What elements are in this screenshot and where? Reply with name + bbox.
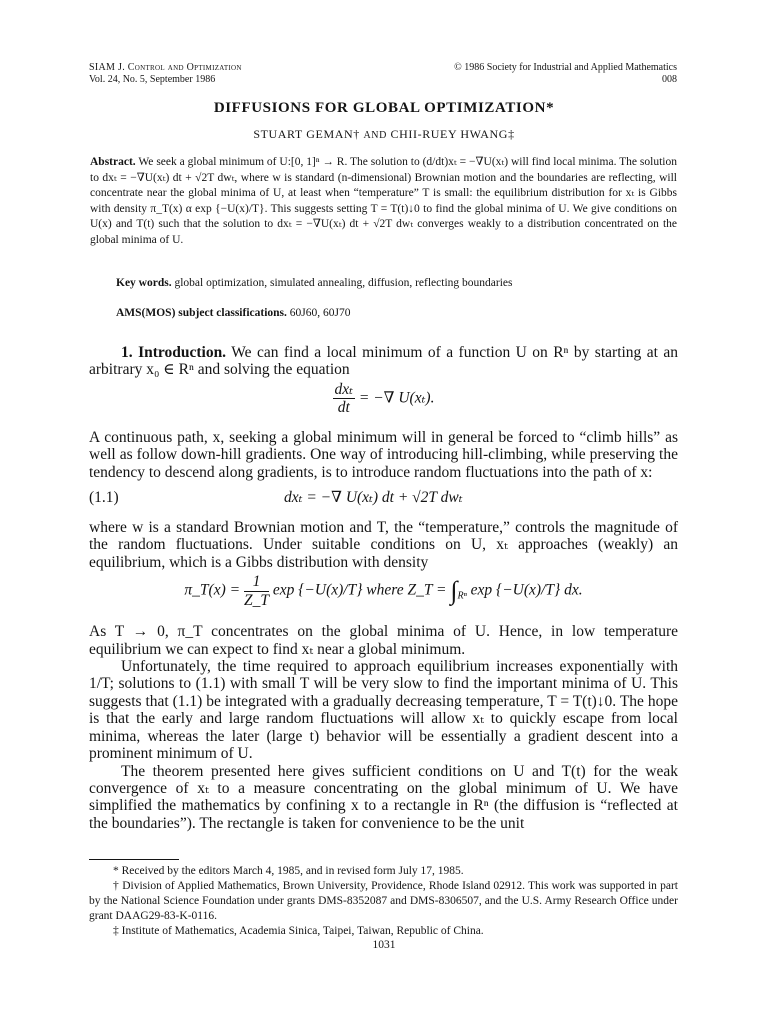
equation-gradient-flow xyxy=(89,381,678,427)
eq2-numerator: 1 xyxy=(244,573,269,591)
intro-text-1: We can find a local minimum of a function U on Rⁿ by starting at an arbitrary x₀ ∈ Rⁿ and solving the equation xyxy=(89,344,678,379)
ams-label: AMS(MOS) subject classifications. xyxy=(116,307,287,319)
eq1-fraction xyxy=(333,381,355,417)
running-header-right xyxy=(454,62,677,86)
eq1-rhs: = −∇ U(xₜ). xyxy=(358,389,435,407)
paper-title: DIFFUSIONS FOR GLOBAL OPTIMIZATION* xyxy=(213,100,555,116)
eq2-middle: exp {−U(x)/T} where Z_T = xyxy=(272,581,447,599)
copyright-notice: © 1986 Society for Industrial and Applied Mathematics xyxy=(454,62,677,73)
keywords-label: Key words. xyxy=(116,277,172,289)
integral-sign: ∫ xyxy=(450,576,458,606)
footnotes xyxy=(89,858,678,939)
eq2-denominator: Z_T xyxy=(243,591,269,609)
keywords-text: global optimization, simulated annealing, diffusion, reflecting boundaries xyxy=(174,277,513,289)
equation-1-1 xyxy=(89,487,678,513)
intro-paragraph-3: where w is a standard Brownian motion and T, the “temperature,” controls the magnitude of the random fluctuations. Under suitable conditions on U, xₜ approaches (weakly) an equilibrium, which is a Gibbs distribution with density xyxy=(89,519,678,571)
footnote-received: * Received by the editors March 4, 1985, and in revised form July 17, 1985. xyxy=(113,865,464,877)
running-header-left xyxy=(89,62,242,86)
intro-paragraph-1 xyxy=(89,344,678,379)
author-2: CHII-RUEY HWANG‡ xyxy=(390,127,515,141)
eq1-denominator: dt xyxy=(337,399,350,417)
ams-classification xyxy=(116,306,676,321)
journal-name: SIAM J. Control and Optimization xyxy=(89,62,242,73)
keywords xyxy=(116,276,676,291)
intro-paragraph-5: Unfortunately, the time required to approach equilibrium increases exponentially with 1/T; solutions to (1.1) with small T will be very slow to find the important minima of U. This suggests that (1.1) be integrated with a gradually decreasing temperature, T = T(t)↓0. The hope is that the early and large random fluctuations will allow xₜ to quickly escape from local minima, whereas the later (large t) behavior will be essentially a gradient descent into a prominent minimum of U. xyxy=(89,658,678,763)
ams-text: 60J60, 60J70 xyxy=(289,307,351,319)
intro-paragraph-4: As T → 0, π_T concentrates on the global minima of U. Hence, in low temperature equilibrium we can expect to find xₜ near a global minimum. xyxy=(89,623,678,658)
article-code: 008 xyxy=(662,74,677,85)
author-conjunction: AND xyxy=(363,130,387,141)
abstract xyxy=(90,155,677,249)
intro-paragraph-2: A continuous path, x, seeking a global minimum will in general be forced to “climb hills” as well as follow down-hill gradients. One way of introducing hill-climbing, while preserving the tendency to descend along gradients, is to introduce random fluctuations into the path of x: xyxy=(89,428,678,481)
page-number: 1031 xyxy=(372,939,396,951)
eq2-fraction xyxy=(244,573,269,609)
footnote-author-1: † Division of Applied Mathematics, Brown University, Providence, Rhode Island 02912. This work was supported in part by the National Science Foundation under grants DMS-8352087 and DMS-8306507, and the U.S. Army Research Office under grant DAAG29-83-K-0116. xyxy=(89,880,678,922)
volume-info: Vol. 24, No. 5, September 1986 xyxy=(89,74,216,85)
equation-tag: (1.1) xyxy=(89,489,119,507)
abstract-text: We seek a global minimum of U:[0, 1]ⁿ → R. The solution to (d/dt)xₜ = −∇U(xₜ) will find local minima. The solution to dxₜ = −∇U(xₜ) dt + √2T dwₜ, where w is standard (n-dimensional) Brownian motion and the boundaries are reflecting, will concentrate near the global minima of U, at least when “temperature” T is small: the equilibrium distribution for xₜ is Gibbs with density π_T(x) α exp {−U(x)/T}. This suggests setting T = T(t)↓0 to find the global minima of U. We give conditions on U(x) and T(t) such that the solution to dxₜ = −∇U(xₜ) dt + √2T dwₜ converges weakly to a distribution concentrated on the global minima of U. xyxy=(90,156,677,246)
equation-1-1-body: dxₜ = −∇ U(xₜ) dt + √2T dwₜ xyxy=(284,489,463,507)
eq2-lhs: π_T(x) = xyxy=(184,581,241,599)
eq1-numerator: dxₜ xyxy=(334,380,353,398)
integral-domain: Rⁿ xyxy=(457,590,467,602)
footnote-author-2: ‡ Institute of Mathematics, Academia Sinica, Taipei, Taiwan, Republic of China. xyxy=(113,925,484,937)
section-heading: 1. Introduction. xyxy=(121,344,227,361)
author-1: STUART GEMAN† xyxy=(253,127,360,141)
section-introduction xyxy=(89,344,678,832)
intro-paragraph-6: The theorem presented here gives sufficient conditions on U and T(t) for the weak convergence of xₜ to a measure concentrating on the global minimum of U. We have simplified the mathematics by confining x to a rectangle in Rⁿ (the diffusion is “reflected at the boundaries”). The rectangle is taken for convenience to be the unit xyxy=(89,762,678,832)
abstract-label: Abstract. xyxy=(90,156,136,168)
eq2-rhs: exp {−U(x)/T} dx. xyxy=(470,581,583,599)
author-line xyxy=(0,127,768,142)
equation-gibbs-density xyxy=(89,573,678,621)
